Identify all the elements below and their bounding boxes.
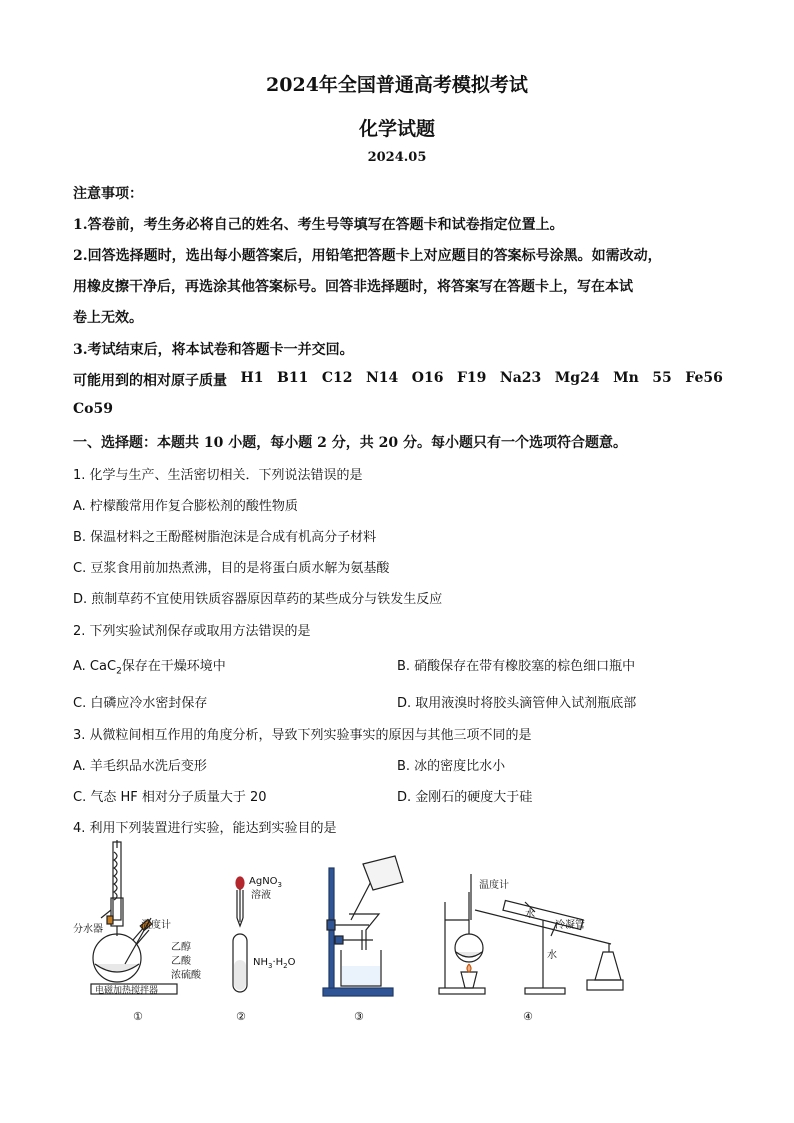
note-item-2-line-3: 卷上无效。 (73, 310, 143, 326)
question-1-option-b: B. 保温材料之王酚醛树脂泡沫是合成有机高分子材料 (73, 530, 377, 545)
question-4-stem: 4. 利用下列装置进行实验，能达到实验目的是 (73, 821, 337, 836)
dropper-bulb (236, 877, 244, 889)
label-sulfuric-acid: 浓硫酸 (171, 970, 201, 981)
note-item-1: 1.答卷前，考生务必将自己的姓名、考生号等填写在答题卡和试卷指定位置上。 (73, 217, 564, 233)
label-water-separator: 分水器 (73, 924, 103, 935)
formula-subscript: 2 (116, 666, 122, 677)
apparatus-2 (233, 877, 247, 992)
atomic-mass-line (73, 370, 723, 390)
apparatus-4 (439, 874, 623, 994)
atomic-mass-label: 可能用到的相对原子质量 (73, 373, 227, 389)
atomic-mass-value: C12 (321, 370, 353, 386)
question-1-option-c: C. 豆浆食用前加热煮沸，目的是将蛋白质水解为氨基酸 (73, 561, 390, 576)
label-acetic-acid: 乙酸 (171, 956, 191, 967)
atomic-mass-value: F19 (456, 370, 487, 386)
label-silver-nitrate: AgNO$_3$ (249, 876, 283, 889)
distilling-flask (455, 934, 483, 962)
note-item-2-line-1: 2.回答选择题时，选出每小题答案后，用铅笔把答题卡上对应题目的答案标号涂黑。如需改动， (73, 248, 662, 264)
question-3-option-a: A. 羊毛织品水洗后变形 (73, 759, 207, 774)
question-3-stem: 3. 从微粒间相互作用的角度分析，导致下列实验事实的原因与其他三项不同的是 (73, 728, 532, 743)
question-2-option-c: C. 白磷应冷水密封保存 (73, 696, 208, 711)
subject-title: 化学试题 (358, 118, 435, 140)
question-3-option-b: B. 冰的密度比水小 (397, 759, 506, 774)
stand-base-left (439, 988, 485, 994)
label-ammonia-water: $NH_3\cdot H_2O$ (253, 957, 296, 970)
exam-title: 2024年全国普通高考模拟考试 (266, 74, 528, 96)
note-item-2-line-2: 用橡皮擦干净后，再选涂其他答案标号。回答非选择题时，将答案写在答题卡上，写在本试 (73, 279, 633, 295)
label-magnetic-stirrer: 电磁加热搅拌器 (95, 986, 159, 996)
question-2-option-a (73, 655, 226, 677)
label-water-in: 水 (525, 909, 535, 920)
funnel (349, 914, 379, 950)
atomic-mass-value: Na23 (499, 370, 542, 386)
atomic-mass-value: B11 (277, 370, 309, 386)
label-ethanol: 乙醇 (171, 942, 191, 953)
figure-number-2: ② (236, 1010, 246, 1023)
atomic-mass-value: H1 (240, 370, 264, 386)
note-item-3: 3.考试结束后，将本试卷和答题卡一并交回。 (73, 342, 354, 358)
figure-number-4: ④ (523, 1010, 533, 1023)
atomic-mass-wrap: Co59 (73, 401, 113, 417)
label-thermometer-4: 温度计 (479, 880, 509, 891)
formula-text: A. CaC (73, 659, 117, 674)
atomic-mass-value: 55 (652, 370, 672, 386)
apparatus-3 (323, 856, 403, 996)
label-thermometer-1: 温度计 (141, 920, 171, 931)
question-2-option-b: B. 硝酸保存在带有橡胶塞的棕色细口瓶中 (397, 659, 636, 674)
round-bottom-flask (93, 934, 141, 982)
question-1-option-d: D. 煎制草药不宜使用铁质容器原因草药的某些成分与铁发生反应 (73, 592, 443, 607)
label-condenser: 冷凝管 (555, 920, 585, 931)
apparatus-figures (73, 840, 733, 1030)
notes-heading: 注意事项： (73, 186, 143, 202)
receiving-flask (595, 952, 621, 980)
question-1-stem: 1. 化学与生产、生活密切相关．下列说法错误的是 (73, 468, 363, 483)
question-3-option-d: D. 金刚石的硬度大于硅 (397, 790, 533, 805)
section-1-heading: 一、选择题：本题共 10 小题，每小题 2 分，共 20 分。每小题只有一个选项符合题意。 (73, 435, 627, 451)
atomic-mass-value: Fe56 (685, 370, 723, 386)
question-1-option-a: A. 柠檬酸常用作复合膨松剂的酸性物质 (73, 499, 298, 514)
question-2-option-d: D. 取用液溴时将胶头滴管伸入试剂瓶底部 (397, 696, 637, 711)
apparatus-1 (91, 840, 177, 994)
atomic-mass-value: N14 (365, 370, 399, 386)
alcohol-lamp (461, 972, 477, 988)
option-text: 保存在干燥环境中 (121, 659, 226, 674)
atomic-mass-value: O16 (411, 370, 444, 386)
stand-base (323, 988, 393, 996)
atomic-mass-value: Mg24 (554, 370, 600, 386)
label-solution: 溶液 (251, 890, 271, 901)
atomic-mass-value: Mn (613, 370, 639, 386)
question-3-option-c: C. 气态 HF 相对分子质量大于 20 (73, 790, 267, 805)
question-2-stem: 2. 下列实验试剂保存或取用方法错误的是 (73, 624, 311, 639)
label-water-out: 水 (547, 950, 557, 961)
exam-date: 2024.05 (367, 150, 427, 165)
figure-number-3: ③ (354, 1010, 364, 1023)
figure-number-1: ① (133, 1010, 143, 1023)
